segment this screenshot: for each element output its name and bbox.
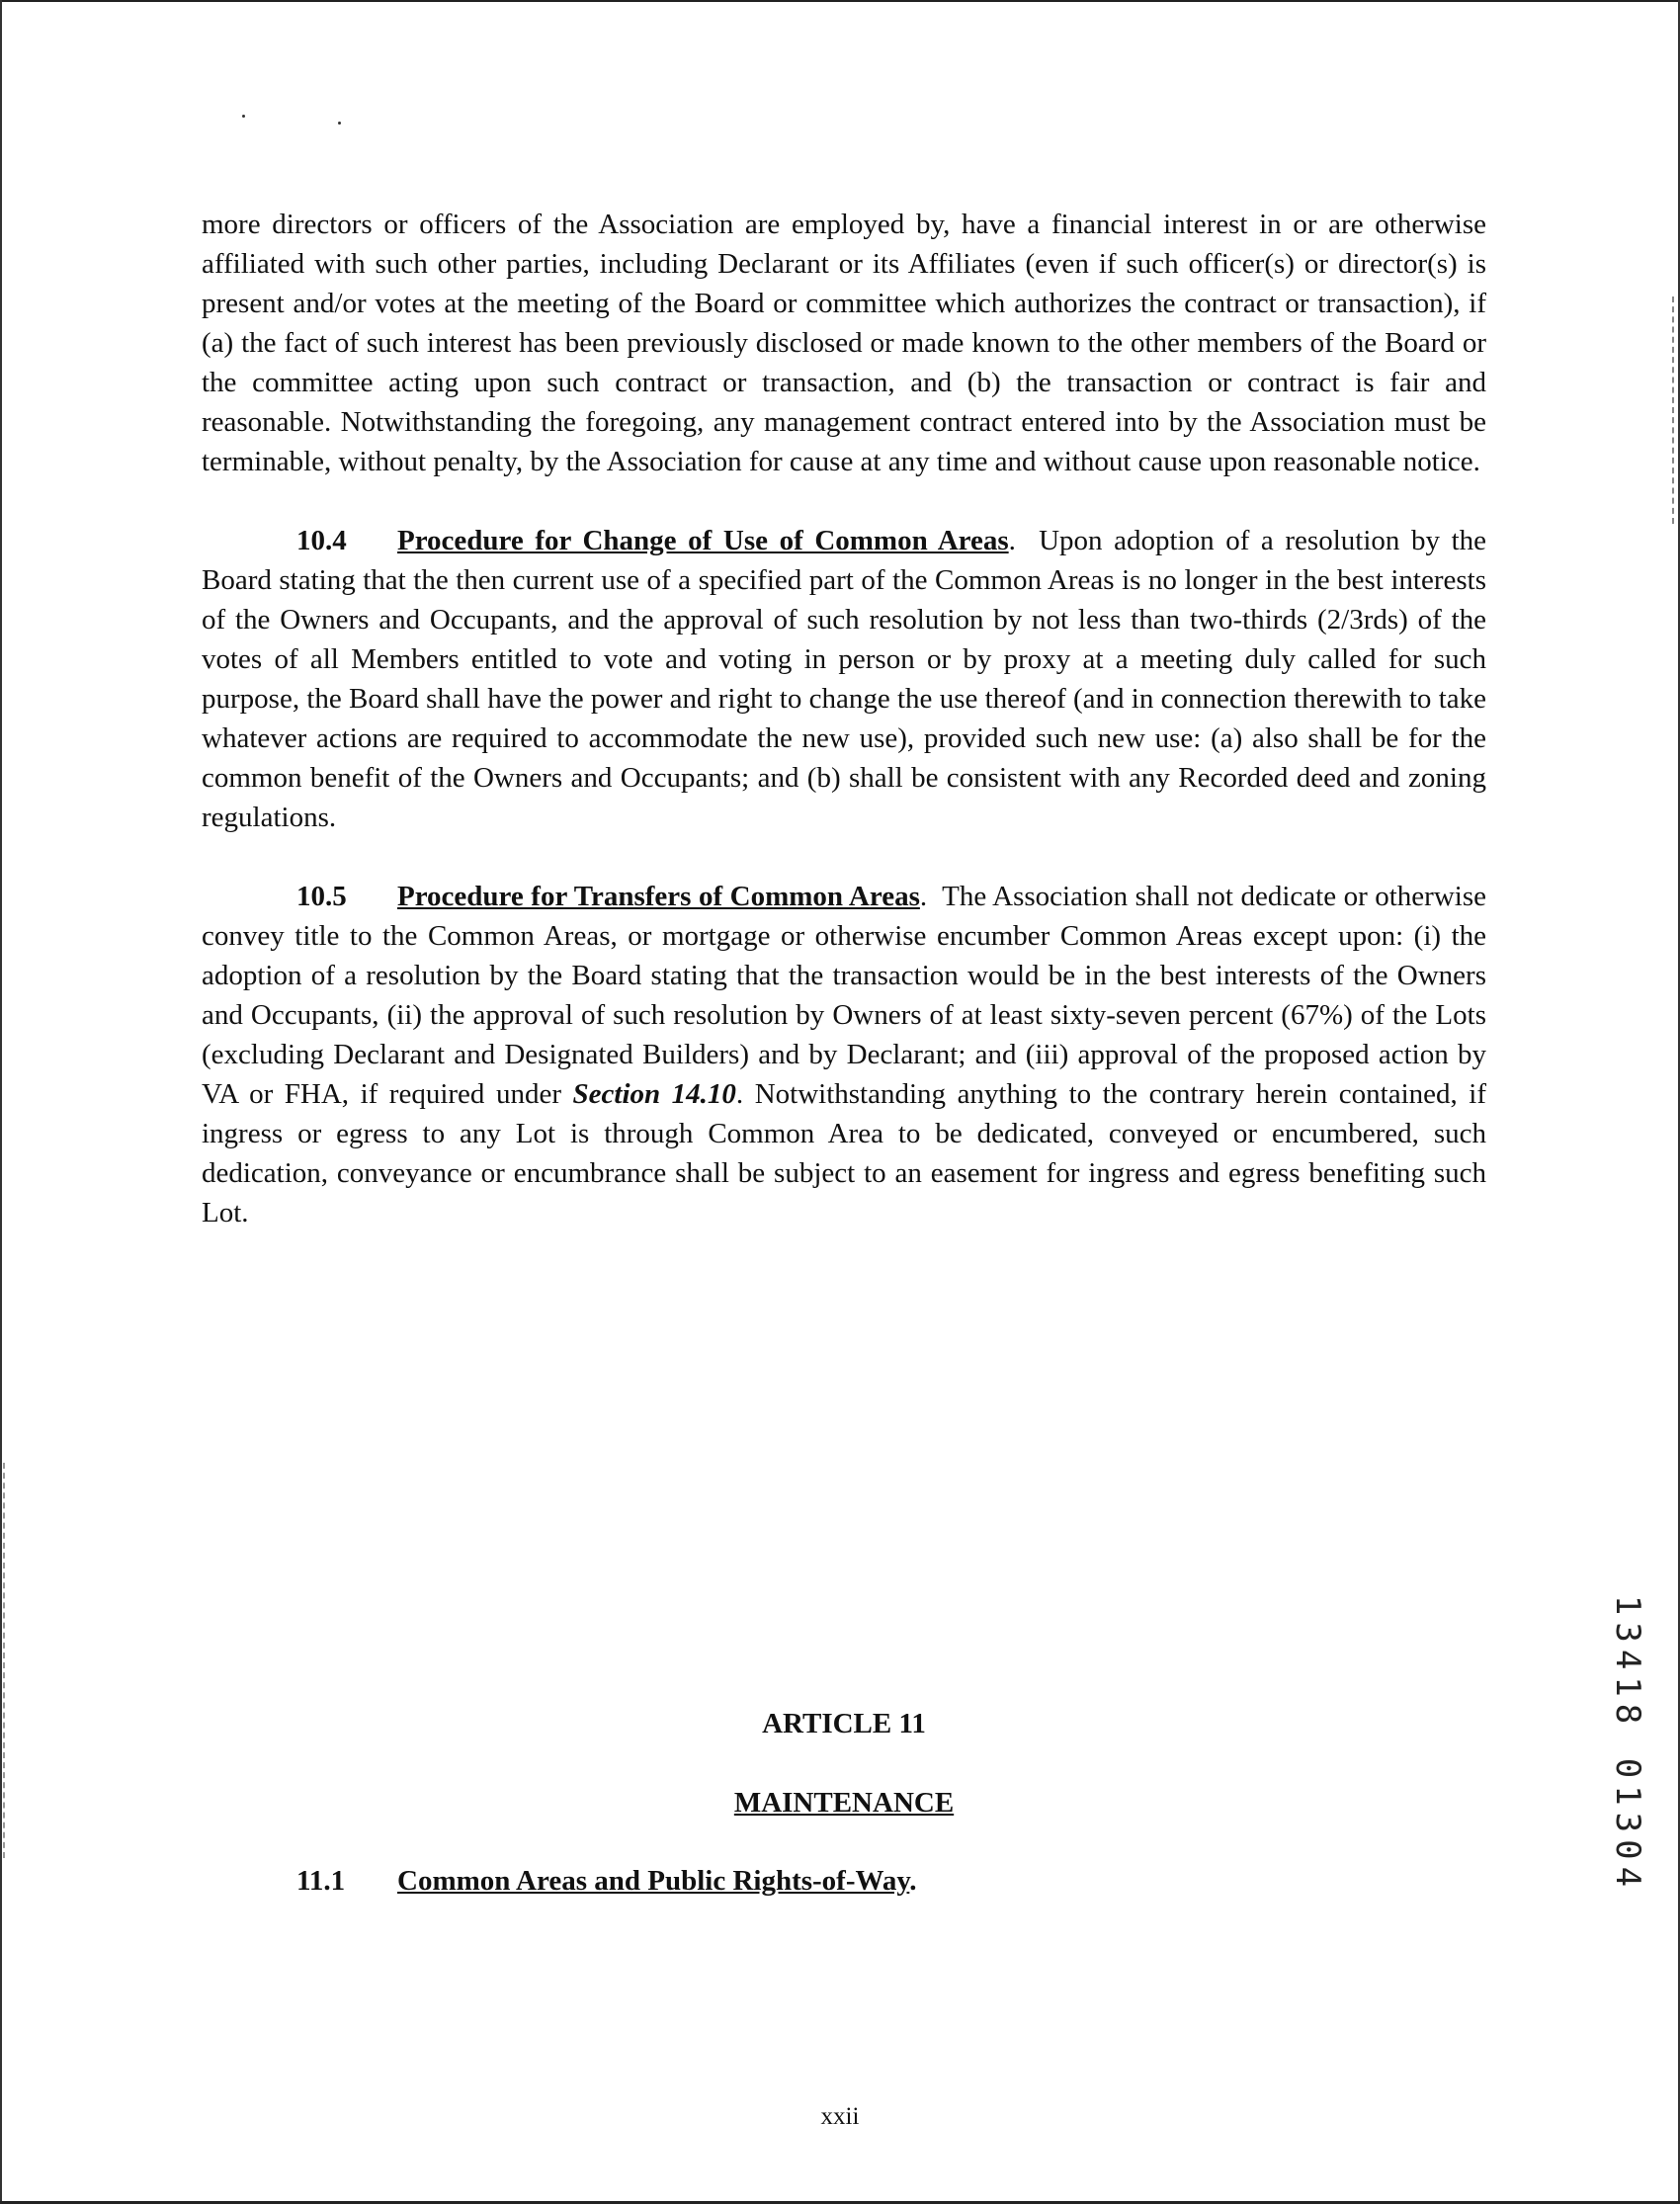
page-number: xxii	[820, 2103, 860, 2130]
page-border-top	[0, 0, 1680, 2]
subsection-number: 11.1	[296, 1865, 346, 1897]
scan-speck	[338, 122, 341, 125]
intro-paragraph	[202, 205, 1486, 481]
section-reference: Section 14.10	[572, 1078, 736, 1110]
page-border-left	[0, 0, 2, 2204]
scan-margin-marks	[1672, 297, 1677, 524]
scan-margin-marks	[3, 1463, 8, 1858]
section-10-4	[202, 521, 1486, 837]
document-body	[202, 205, 1486, 1232]
subsection-title-punct: .	[909, 1865, 917, 1897]
section-title-punct: .	[1008, 525, 1016, 556]
subsection-11-1	[296, 1865, 917, 1898]
intro-paragraph-text: more directors or officers of the Association are employed by, have a financial interest in or are otherwise affiliated with such other parties, including Declarant or its Affiliates (even if such officer(s) or director(s) is present and/or votes at the meeting of the Board or committee which authorizes the contract or transaction), if (a) the fact of such interest has been previously disclosed or made known to the other members of the Board or the committee acting upon such contract or transaction, and (b) the transaction or contract is fair and reasonable. Notwithstanding the foregoing, any management contract entered into by the Association must be terminable, without penalty, by the Association for cause at any time and without cause upon reasonable notice.	[202, 209, 1486, 477]
subsection-title: Common Areas and Public Rights-of-Way	[397, 1865, 910, 1897]
section-text: The Association shall not dedicate or otherwise convey title to the Common Areas, or mortgage or otherwise encumber Common Areas except upon: (i) the adoption of a resolution by the Board stating that the transaction would be in the best interests of the Owners and Occupants, (ii) the approval of such resolution by Owners of at least sixty-seven percent (67%) of the Lots (excluding Declarant and Designated Builders) and by Declarant; and (iii) approval of the proposed action by VA or FHA, if required under	[202, 881, 1486, 1110]
section-title: Procedure for Transfers of Common Areas	[397, 881, 920, 912]
article-heading: ARTICLE 11	[762, 1708, 926, 1739]
scan-speck	[242, 115, 245, 118]
section-text: Upon adoption of a resolution by the Board stating that the then current use of a specified part of the Common Areas is no longer in the best interests of the Owners and Occupants, and the approval of such resolution by not less than two-thirds (2/3rds) of the votes of all Members entitled to vote and voting in person or by proxy at a meeting duly called for such purpose, the Board shall have the power and right to change the use thereof (and in connection therewith to take whatever actions are required to accommodate the new use), provided such new use: (a) also shall be for the common benefit of the Owners and Occupants; and (b) shall be consistent with any Recorded deed and zoning regulations.	[202, 525, 1486, 833]
article-title: MAINTENANCE	[733, 1787, 955, 1819]
section-title-punct: .	[919, 881, 928, 912]
recording-stamp	[1601, 1581, 1654, 1907]
recording-stamp-text: 13418 01304	[1608, 1594, 1647, 1895]
scan-specks	[242, 115, 341, 125]
section-title: Procedure for Change of Use of Common Areas	[397, 525, 1009, 556]
section-text-continued: . Notwithstanding anything to the contrary herein contained, if ingress or egress to any Lot is through Common Area to be dedicated, conveyed or encumbered, such dedication, conveyance or encumbrance shall be subject to an easement for ingress and egress benefiting such Lot.	[202, 1078, 1486, 1229]
section-10-5	[202, 877, 1486, 1232]
section-number: 10.5	[296, 881, 347, 912]
section-number: 10.4	[296, 525, 347, 556]
